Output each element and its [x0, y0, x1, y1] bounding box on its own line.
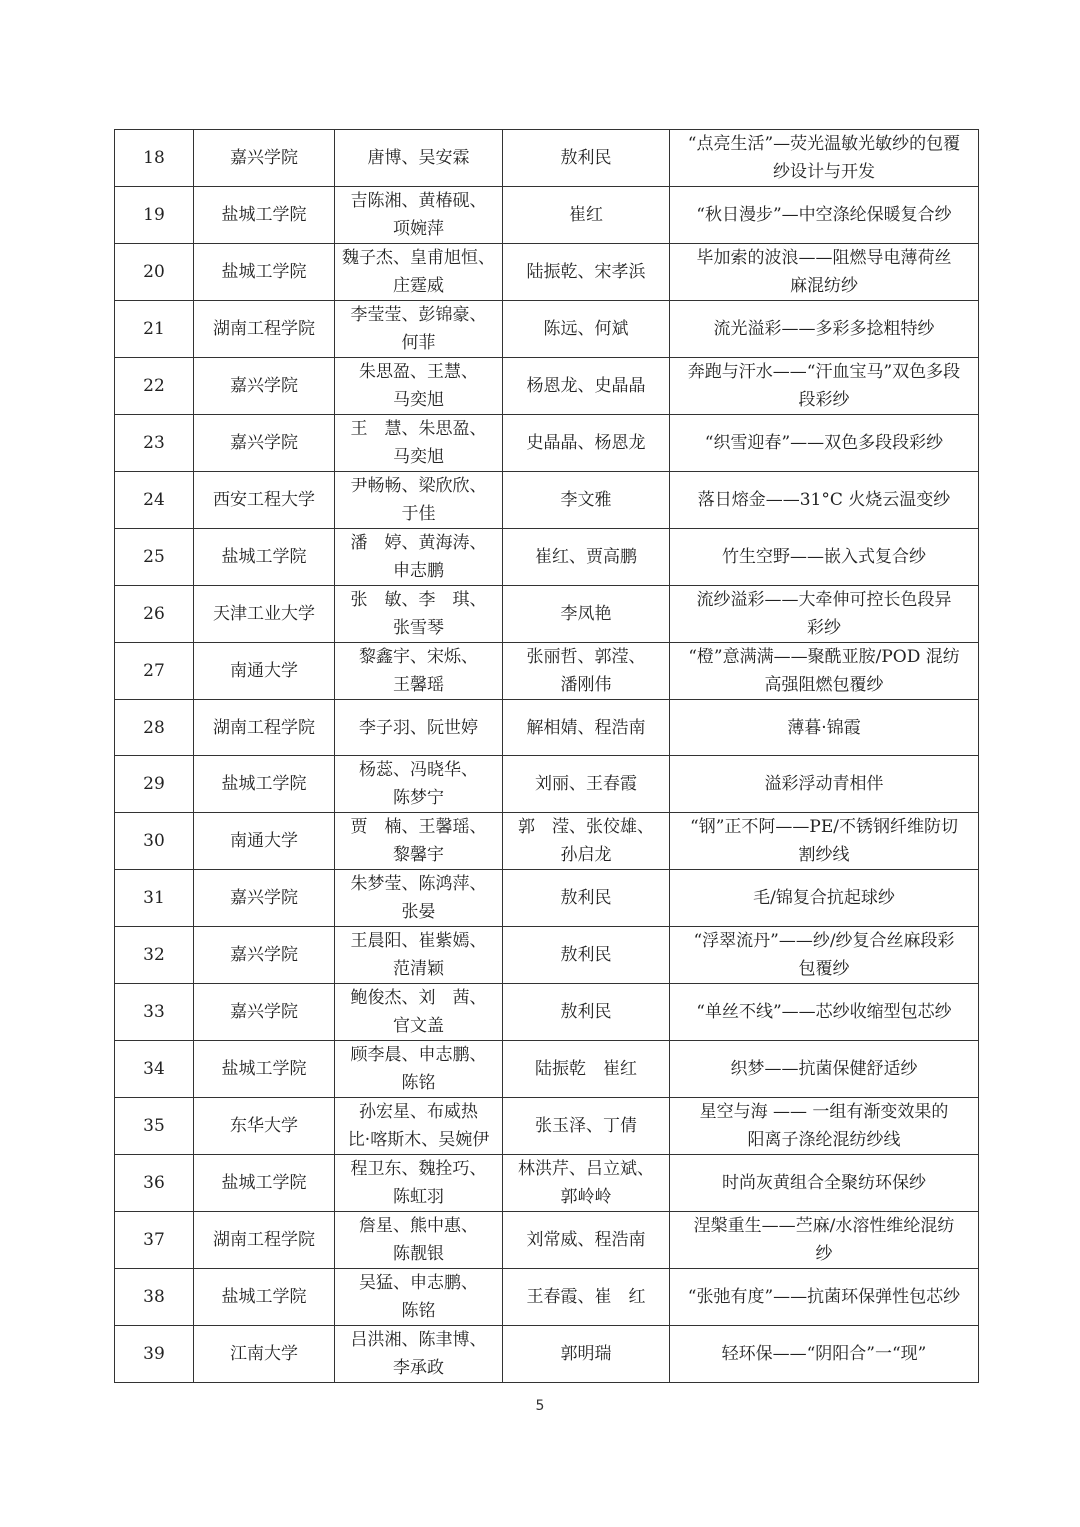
students-cell-line: 吴猛、申志鹏、 [359, 1273, 478, 1294]
students-cell-line: 王馨瑶 [393, 675, 444, 695]
students-cell-line: 陈铭 [401, 1301, 436, 1322]
title-cell [670, 130, 979, 187]
students-cell-line: 张雪琴 [393, 618, 444, 638]
advisors-cell-line: 敖利民 [560, 148, 612, 168]
title-cell-line: “橙”意满满——聚酰亚胺/POD 混纺 [688, 647, 960, 667]
advisors-cell [503, 1269, 670, 1326]
row-number: 30 [115, 813, 194, 870]
school-cell: 嘉兴学院 [194, 984, 335, 1041]
title-cell [670, 1041, 979, 1098]
students-cell-line: 马奕旭 [393, 447, 444, 467]
students-cell-line: 申志鹏 [393, 561, 444, 581]
advisors-cell-line: 孙启龙 [560, 845, 612, 866]
advisors-cell-line: 潘刚伟 [560, 675, 612, 695]
students-cell [335, 187, 503, 244]
title-cell-line: “张弛有度”——抗菌环保弹性包芯纱 [687, 1287, 961, 1308]
students-cell-line: 朱梦莹、陈鸿萍、 [350, 874, 487, 895]
students-cell-line: 李承政 [393, 1358, 444, 1379]
row-number: 25 [115, 529, 194, 586]
title-cell [670, 1155, 979, 1212]
advisors-cell [503, 700, 670, 756]
title-cell-line: 段彩纱 [798, 390, 850, 410]
title-cell [670, 529, 979, 586]
row-number: 31 [115, 870, 194, 927]
students-cell-line: 陈梦宁 [393, 788, 444, 809]
title-cell-line: 薄暮·锦霞 [787, 717, 861, 738]
advisors-cell-line: 敖利民 [560, 888, 612, 909]
title-cell-line: 纱 [815, 1244, 833, 1265]
table-row [115, 586, 979, 643]
row-number: 38 [115, 1269, 194, 1326]
title-cell [670, 1098, 979, 1155]
advisors-cell-line: 郭明瑞 [560, 1344, 612, 1365]
school-cell: 盐城工学院 [194, 187, 335, 244]
table-body [115, 130, 979, 1383]
table-row [115, 700, 979, 756]
title-cell-line: 星空与海 —— 一组有渐变效果的 [699, 1102, 949, 1123]
advisors-cell-line: 解相婧、程浩南 [526, 717, 646, 738]
title-cell-line: 奔跑与汗水——“汗血宝马”双色多段 [687, 362, 961, 382]
school-cell: 盐城工学院 [194, 1155, 335, 1212]
school-cell: 湖南工程学院 [194, 301, 335, 358]
page-number: 5 [535, 1398, 545, 1414]
students-cell-line: 吉陈湘、黄椿砚、 [350, 191, 487, 211]
school-cell: 盐城工学院 [194, 529, 335, 586]
students-cell [335, 472, 503, 529]
table-row [115, 1326, 979, 1383]
title-cell-line: 涅槃重生——苎麻/水溶性维纶混纺 [693, 1216, 955, 1237]
students-cell-line: 贾 楠、王馨瑶、 [350, 817, 487, 838]
students-cell-line: 项婉萍 [393, 219, 444, 239]
advisors-cell-line: 张丽哲、郭滢、 [526, 647, 646, 667]
table-row [115, 1041, 979, 1098]
students-cell-line: 杨蕊、冯晓华、 [359, 760, 478, 781]
row-number: 22 [115, 358, 194, 415]
advisors-cell-line: 陆振乾、宋孝浜 [526, 262, 646, 282]
row-number: 26 [115, 586, 194, 643]
title-cell [670, 415, 979, 472]
title-cell-line: 彩纱 [807, 618, 841, 638]
advisors-cell [503, 813, 670, 870]
title-cell [670, 1269, 979, 1326]
row-number: 19 [115, 187, 194, 244]
students-cell [335, 586, 503, 643]
advisors-cell-line: 郭 滢、张佼雄、 [518, 817, 654, 838]
advisors-cell-line: 陈远、何斌 [543, 319, 629, 339]
title-cell [670, 244, 979, 301]
table-row [115, 1212, 979, 1269]
students-cell-line: 陈靓银 [393, 1244, 444, 1265]
advisors-cell-line: 郭岭岭 [560, 1187, 612, 1208]
students-cell-line: 吕洪湘、陈聿博、 [350, 1330, 487, 1351]
advisors-cell-line: 杨恩龙、史晶晶 [526, 376, 646, 396]
advisors-cell-line: 刘常威、程浩南 [526, 1230, 646, 1251]
table-row [115, 643, 979, 700]
advisors-cell-line: 敖利民 [560, 1002, 612, 1023]
school-cell: 东华大学 [194, 1098, 335, 1155]
advisors-cell-line: 崔红 [569, 205, 603, 225]
title-cell-line: 毛/锦复合抗起球纱 [753, 888, 895, 909]
students-cell [335, 1326, 503, 1383]
title-cell-line: 轻环保——“阴阳合”一“现” [721, 1344, 927, 1365]
school-cell: 天津工业大学 [194, 586, 335, 643]
students-cell [335, 1098, 503, 1155]
school-cell: 盐城工学院 [194, 1269, 335, 1326]
row-number: 36 [115, 1155, 194, 1212]
students-cell-line: 魏子杰、皇甫旭恒、 [342, 248, 495, 268]
students-cell [335, 643, 503, 700]
title-cell [670, 984, 979, 1041]
advisors-cell-line: 崔红、贾高鹏 [535, 547, 637, 567]
table-row [115, 529, 979, 586]
advisors-cell [503, 472, 670, 529]
students-cell-line: 陈铭 [401, 1073, 436, 1094]
school-cell: 嘉兴学院 [194, 870, 335, 927]
students-cell [335, 301, 503, 358]
school-cell: 嘉兴学院 [194, 130, 335, 187]
school-cell: 嘉兴学院 [194, 358, 335, 415]
students-cell [335, 244, 503, 301]
advisors-cell-line: 张玉泽、丁倩 [535, 1116, 637, 1137]
row-number: 23 [115, 415, 194, 472]
table-row [115, 1269, 979, 1326]
table-row [115, 415, 979, 472]
advisors-cell [503, 415, 670, 472]
title-cell-line: 时尚灰黄组合全聚纺环保纱 [722, 1173, 926, 1194]
school-cell: 南通大学 [194, 813, 335, 870]
title-cell-line: “浮翠流丹”——纱/纱复合丝麻段彩 [693, 931, 955, 952]
advisors-cell [503, 1212, 670, 1269]
row-number: 20 [115, 244, 194, 301]
title-cell [670, 1326, 979, 1383]
title-cell [670, 756, 979, 813]
advisors-cell [503, 529, 670, 586]
table-row [115, 813, 979, 870]
table-row [115, 358, 979, 415]
title-cell-line: 毕加索的波浪——阻燃导电薄荷丝 [696, 248, 952, 268]
advisors-cell-line: 李凤艳 [560, 604, 612, 624]
advisors-cell [503, 187, 670, 244]
students-cell-line: 詹星、熊中惠、 [359, 1216, 478, 1237]
advisors-cell [503, 358, 670, 415]
title-cell-line: “单丝不线”——芯纱收缩型包芯纱 [696, 1002, 952, 1023]
school-cell: 湖南工程学院 [194, 1212, 335, 1269]
students-cell [335, 1155, 503, 1212]
table-row [115, 244, 979, 301]
advisors-cell-line: 王春霞、崔 红 [526, 1287, 646, 1308]
advisors-cell-line: 敖利民 [560, 945, 612, 966]
school-cell: 西安工程大学 [194, 472, 335, 529]
advisors-cell-line: 刘丽、王春霞 [535, 774, 637, 795]
students-cell [335, 130, 503, 187]
title-cell-line: 割纱线 [798, 845, 850, 866]
title-cell-line: 落日熔金——31°C 火烧云温变纱 [697, 490, 951, 510]
title-cell [670, 927, 979, 984]
advisors-cell [503, 130, 670, 187]
table-row [115, 1155, 979, 1212]
row-number: 33 [115, 984, 194, 1041]
students-cell [335, 813, 503, 870]
school-cell: 盐城工学院 [194, 244, 335, 301]
table-row [115, 472, 979, 529]
table-row [115, 984, 979, 1041]
title-cell [670, 643, 979, 700]
advisors-cell-line: 陆振乾 崔红 [535, 1059, 637, 1080]
students-cell-line: 顾李晨、申志鹏、 [350, 1045, 487, 1066]
school-cell: 盐城工学院 [194, 1041, 335, 1098]
row-number: 24 [115, 472, 194, 529]
students-cell [335, 1212, 503, 1269]
school-cell: 江南大学 [194, 1326, 335, 1383]
students-cell-line: 于佳 [401, 504, 436, 524]
school-cell: 嘉兴学院 [194, 927, 335, 984]
students-cell [335, 1041, 503, 1098]
table-row [115, 187, 979, 244]
students-cell-line: 何菲 [401, 333, 436, 353]
students-cell [335, 415, 503, 472]
table-row [115, 870, 979, 927]
students-cell [335, 529, 503, 586]
title-cell-line: 竹生空野——嵌入式复合纱 [722, 547, 926, 567]
title-cell-line: 纱设计与开发 [773, 162, 875, 182]
students-cell-line: 尹畅畅、梁欣欣、 [350, 476, 487, 496]
students-cell-line: 鲍俊杰、刘 茜、 [350, 988, 487, 1009]
title-cell-line: “点亮生活”—荧光温敏光敏纱的包覆 [687, 134, 961, 154]
title-cell [670, 586, 979, 643]
students-cell-line: 比·喀斯木、吴婉伊 [347, 1130, 490, 1151]
students-cell-line: 李子羽、阮世婷 [359, 717, 478, 738]
advisors-cell [503, 1098, 670, 1155]
students-cell-line: 庄霆威 [393, 276, 444, 296]
advisors-cell [503, 756, 670, 813]
advisors-cell [503, 1041, 670, 1098]
students-cell-line: 李莹莹、彭锦豪、 [350, 305, 487, 325]
award-table [114, 129, 979, 1383]
title-cell [670, 1212, 979, 1269]
advisors-cell [503, 927, 670, 984]
advisors-cell [503, 984, 670, 1041]
advisors-cell [503, 586, 670, 643]
students-cell-line: 黎鑫宇、宋烁、 [359, 647, 478, 667]
title-cell-line: 流纱溢彩——大牵伸可控长色段异 [696, 590, 952, 610]
students-cell [335, 927, 503, 984]
students-cell-line: 马奕旭 [393, 390, 444, 410]
advisors-cell [503, 244, 670, 301]
advisors-cell [503, 1155, 670, 1212]
title-cell [670, 813, 979, 870]
advisors-cell-line: 林洪芹、吕立斌、 [518, 1159, 654, 1180]
students-cell [335, 700, 503, 756]
advisors-cell-line: 李文雅 [560, 490, 612, 510]
row-number: 27 [115, 643, 194, 700]
students-cell [335, 358, 503, 415]
row-number: 29 [115, 756, 194, 813]
students-cell [335, 984, 503, 1041]
title-cell-line: 溢彩浮动青相伴 [764, 774, 884, 795]
title-cell-line: 织梦——抗菌保健舒适纱 [730, 1059, 918, 1080]
students-cell [335, 1269, 503, 1326]
row-number: 35 [115, 1098, 194, 1155]
title-cell [670, 187, 979, 244]
students-cell-line: 张 敏、李 琪、 [350, 590, 487, 610]
title-cell-line: “秋日漫步”—中空涤纶保暖复合纱 [696, 205, 952, 225]
advisors-cell [503, 301, 670, 358]
school-cell: 湖南工程学院 [194, 700, 335, 756]
advisors-cell [503, 643, 670, 700]
advisors-cell [503, 1326, 670, 1383]
title-cell-line: “钢”正不阿——PE/不锈钢纤维防切 [690, 817, 958, 838]
students-cell-line: 王晨阳、崔紫嫣、 [350, 931, 487, 952]
row-number: 39 [115, 1326, 194, 1383]
students-cell-line: 孙宏星、布威热 [359, 1102, 478, 1123]
row-number: 32 [115, 927, 194, 984]
table-row [115, 301, 979, 358]
title-cell [670, 472, 979, 529]
students-cell-line: 张晏 [401, 902, 436, 923]
row-number: 34 [115, 1041, 194, 1098]
table-row [115, 927, 979, 984]
advisors-cell [503, 870, 670, 927]
title-cell-line: 高强阻燃包覆纱 [764, 675, 884, 695]
students-cell-line: 范清颖 [393, 959, 444, 980]
title-cell [670, 358, 979, 415]
row-number: 28 [115, 700, 194, 756]
school-cell: 嘉兴学院 [194, 415, 335, 472]
advisors-cell-line: 史晶晶、杨恩龙 [526, 433, 646, 453]
students-cell-line: 朱思盈、王慧、 [359, 362, 478, 382]
title-cell-line: 阳离子涤纶混纺纱线 [747, 1130, 901, 1151]
title-cell-line: 包覆纱 [798, 959, 850, 980]
table-row [115, 1098, 979, 1155]
students-cell [335, 756, 503, 813]
students-cell-line: 唐博、吴安霖 [367, 148, 470, 168]
table-row [115, 130, 979, 187]
row-number: 37 [115, 1212, 194, 1269]
students-cell-line: 程卫东、魏拴巧、 [350, 1159, 487, 1180]
row-number: 21 [115, 301, 194, 358]
students-cell-line: 王 慧、朱思盈、 [350, 419, 487, 439]
students-cell-line: 官文盖 [393, 1016, 444, 1037]
students-cell [335, 870, 503, 927]
students-cell-line: 黎馨宇 [393, 845, 444, 866]
title-cell-line: 麻混纺纱 [790, 276, 858, 296]
school-cell: 盐城工学院 [194, 756, 335, 813]
title-cell-line: “织雪迎春”——双色多段段彩纱 [704, 433, 944, 453]
title-cell-line: 流光溢彩——多彩多捻粗特纱 [713, 319, 935, 339]
table-row [115, 756, 979, 813]
title-cell [670, 870, 979, 927]
students-cell-line: 陈虹羽 [393, 1187, 444, 1208]
school-cell: 南通大学 [194, 643, 335, 700]
title-cell [670, 301, 979, 358]
row-number: 18 [115, 130, 194, 187]
title-cell [670, 700, 979, 756]
students-cell-line: 潘 婷、黄海涛、 [350, 533, 487, 553]
